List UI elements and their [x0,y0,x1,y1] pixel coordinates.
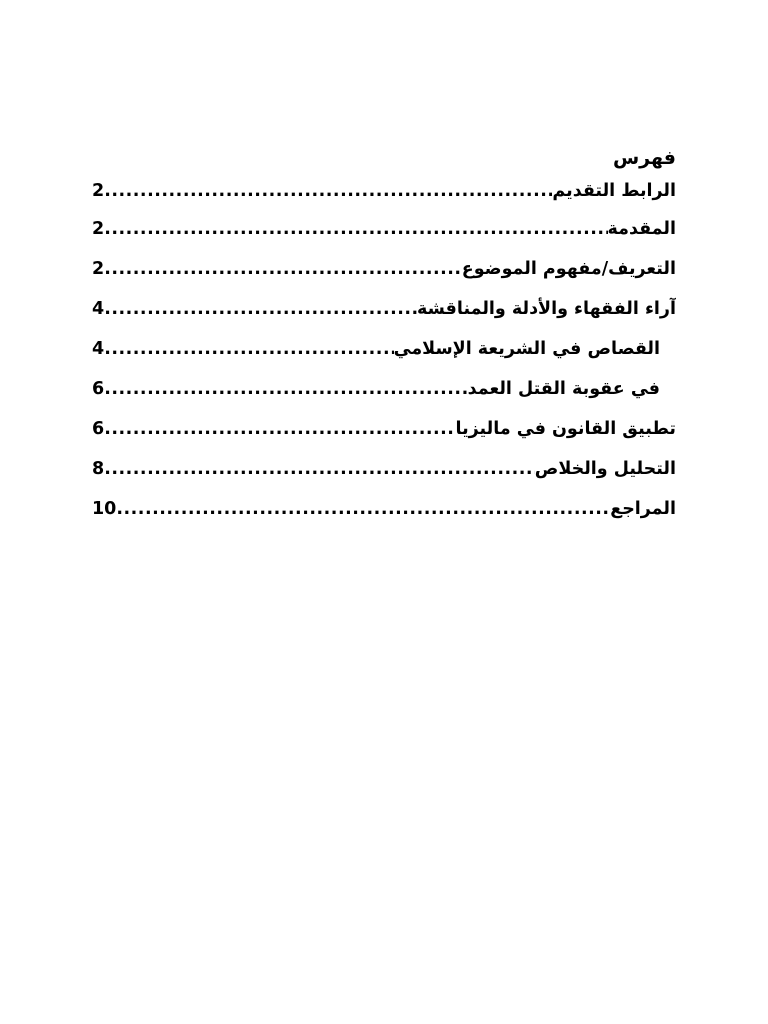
toc-entry-label: التعريف/مفهوم الموضوع [461,259,676,279]
toc-entry-page: 6 [92,419,105,439]
toc-entry-label: تطبيق القانون في ماليزيا [455,419,676,439]
toc-entry-label: المقدمة [607,219,676,239]
toc-entry-page: 4 [92,299,105,319]
toc-dot-leader [104,173,552,209]
toc-entry [92,329,676,369]
toc-entry [92,489,676,529]
toc-entry [92,249,676,289]
toc-entry-page: 2 [92,219,105,239]
toc-entry-page: 8 [92,459,105,479]
toc-entry-label: الرابط التقديم [552,181,676,201]
toc-entry-label: القصاص في الشريعة الإسلامي [393,339,660,359]
toc-list [92,173,676,529]
toc-dot-leader [104,409,455,449]
toc-entry [92,369,676,409]
toc-dot-leader [104,329,393,369]
toc-title: فهرس [612,147,676,169]
toc-entry-label: التحليل والخلاص [534,459,676,479]
toc-entry-label: في عقوبة القتل العمد [467,379,660,399]
toc-dot-leader [104,209,607,249]
toc-dot-leader [104,289,417,329]
toc-entry [92,173,676,209]
toc-entry-label: آراء الفقهاء والأدلة والمناقشة [417,299,676,319]
toc-dot-leader [104,369,467,409]
toc-entry [92,449,676,489]
toc-dot-leader [104,449,535,489]
toc-entry [92,209,676,249]
toc-entry-page: 6 [92,379,105,399]
toc-entry-label: المراجع [610,499,676,519]
toc-entry-page: 10 [92,499,117,519]
toc-entry-page: 4 [92,339,105,359]
toc-entry-page: 2 [92,259,105,279]
toc-entry [92,409,676,449]
toc-dot-leader [116,489,610,529]
document-page [92,143,676,529]
toc-entry-page: 2 [92,181,105,201]
toc-dot-leader [104,249,462,289]
toc-entry [92,289,676,329]
